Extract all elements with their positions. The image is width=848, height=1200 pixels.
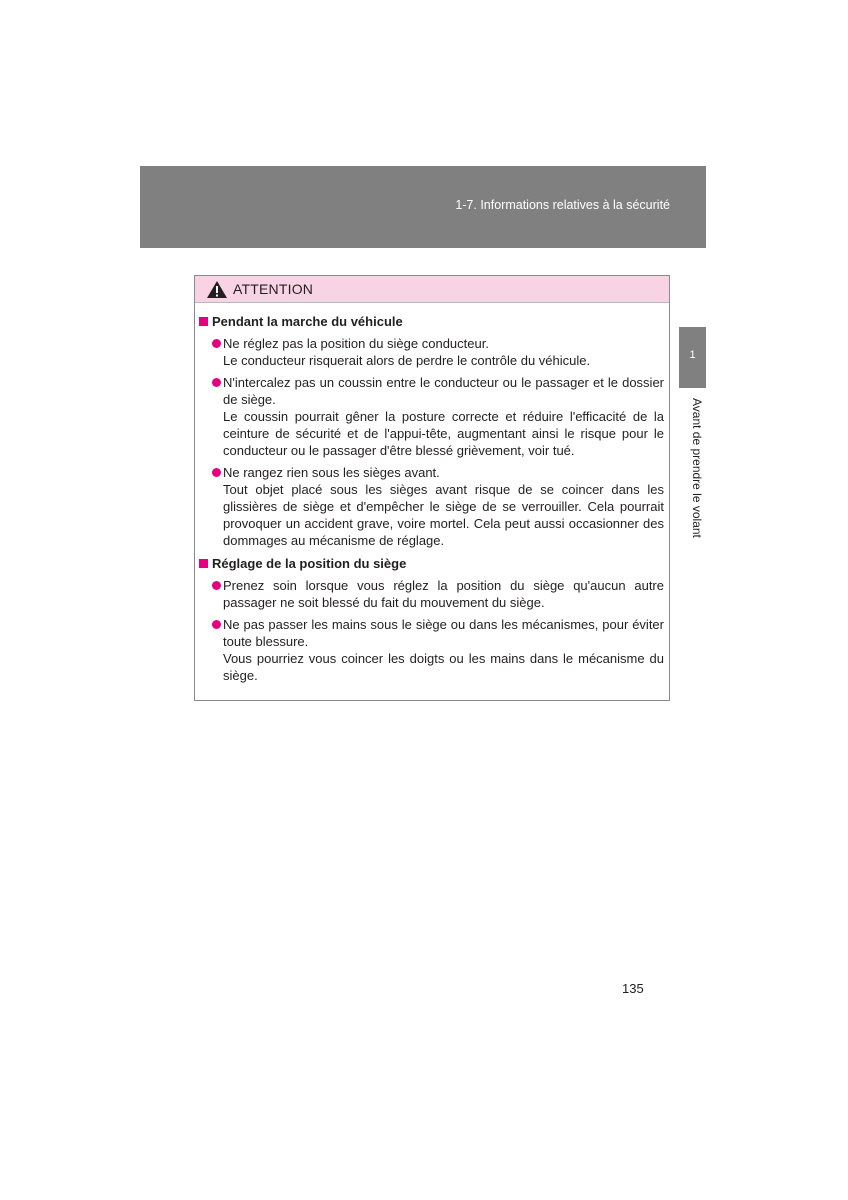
attention-label: ATTENTION xyxy=(233,281,314,297)
section-heading-text: Réglage de la position du siège xyxy=(212,556,407,571)
circle-bullet-icon xyxy=(212,378,221,387)
list-item xyxy=(199,335,664,369)
item-text: Vous pourriez vous coincer les doigts ou les mains dans le mécanisme du siège. xyxy=(223,651,664,683)
item-text: Le coussin pourrait gêner la posture correcte et réduire l'efficacité de la ceinture de sécurité et de l'appui-tête, augmentant ainsi le risque pour le conducteur ou le passager d'être blessé grièvement, voir tué. xyxy=(223,409,664,458)
section-title: 1-7. Informations relatives à la sécurité xyxy=(455,198,670,212)
warning-triangle-icon xyxy=(206,280,228,299)
square-bullet-icon xyxy=(199,317,208,326)
item-text: Prenez soin lorsque vous réglez la position du siège qu'aucun autre passager ne soit blessé du fait du mouvement du siège. xyxy=(223,578,664,610)
attention-header xyxy=(195,276,669,303)
header-band xyxy=(140,166,706,248)
item-text: Le conducteur risquerait alors de perdre le contrôle du véhicule. xyxy=(223,353,591,368)
list-item xyxy=(199,616,664,684)
section-heading xyxy=(199,555,664,572)
item-text: Ne rangez rien sous les sièges avant. xyxy=(223,465,440,480)
circle-bullet-icon xyxy=(212,468,221,477)
item-text: Ne réglez pas la position du siège conducteur. xyxy=(223,336,489,351)
list-item xyxy=(199,464,664,549)
chapter-number: 1 xyxy=(689,349,696,361)
circle-bullet-icon xyxy=(212,620,221,629)
attention-content xyxy=(195,303,669,684)
chapter-tab xyxy=(679,327,706,388)
item-text: Tout objet placé sous les sièges avant risque de se coincer dans les glissières de siège et d'empêcher le siège de se verrouiller. Cela pourrait provoquer un accident grave, voire mortel. Cela peut aussi occasionner des dommages au mécanisme de réglage. xyxy=(223,482,664,548)
item-text: Ne pas passer les mains sous le siège ou dans les mécanismes, pour éviter toute blessure. xyxy=(223,617,664,649)
square-bullet-icon xyxy=(199,559,208,568)
list-item xyxy=(199,374,664,459)
list-item xyxy=(199,577,664,611)
section-heading xyxy=(199,313,664,330)
circle-bullet-icon xyxy=(212,339,221,348)
page-number: 135 xyxy=(622,981,644,996)
section-heading-text: Pendant la marche du véhicule xyxy=(212,314,403,329)
circle-bullet-icon xyxy=(212,581,221,590)
item-text: N'intercalez pas un coussin entre le conducteur ou le passager et le dossier de siège. xyxy=(223,375,664,407)
attention-box xyxy=(194,275,670,701)
chapter-title-vertical: Avant de prendre le volant xyxy=(690,398,704,538)
